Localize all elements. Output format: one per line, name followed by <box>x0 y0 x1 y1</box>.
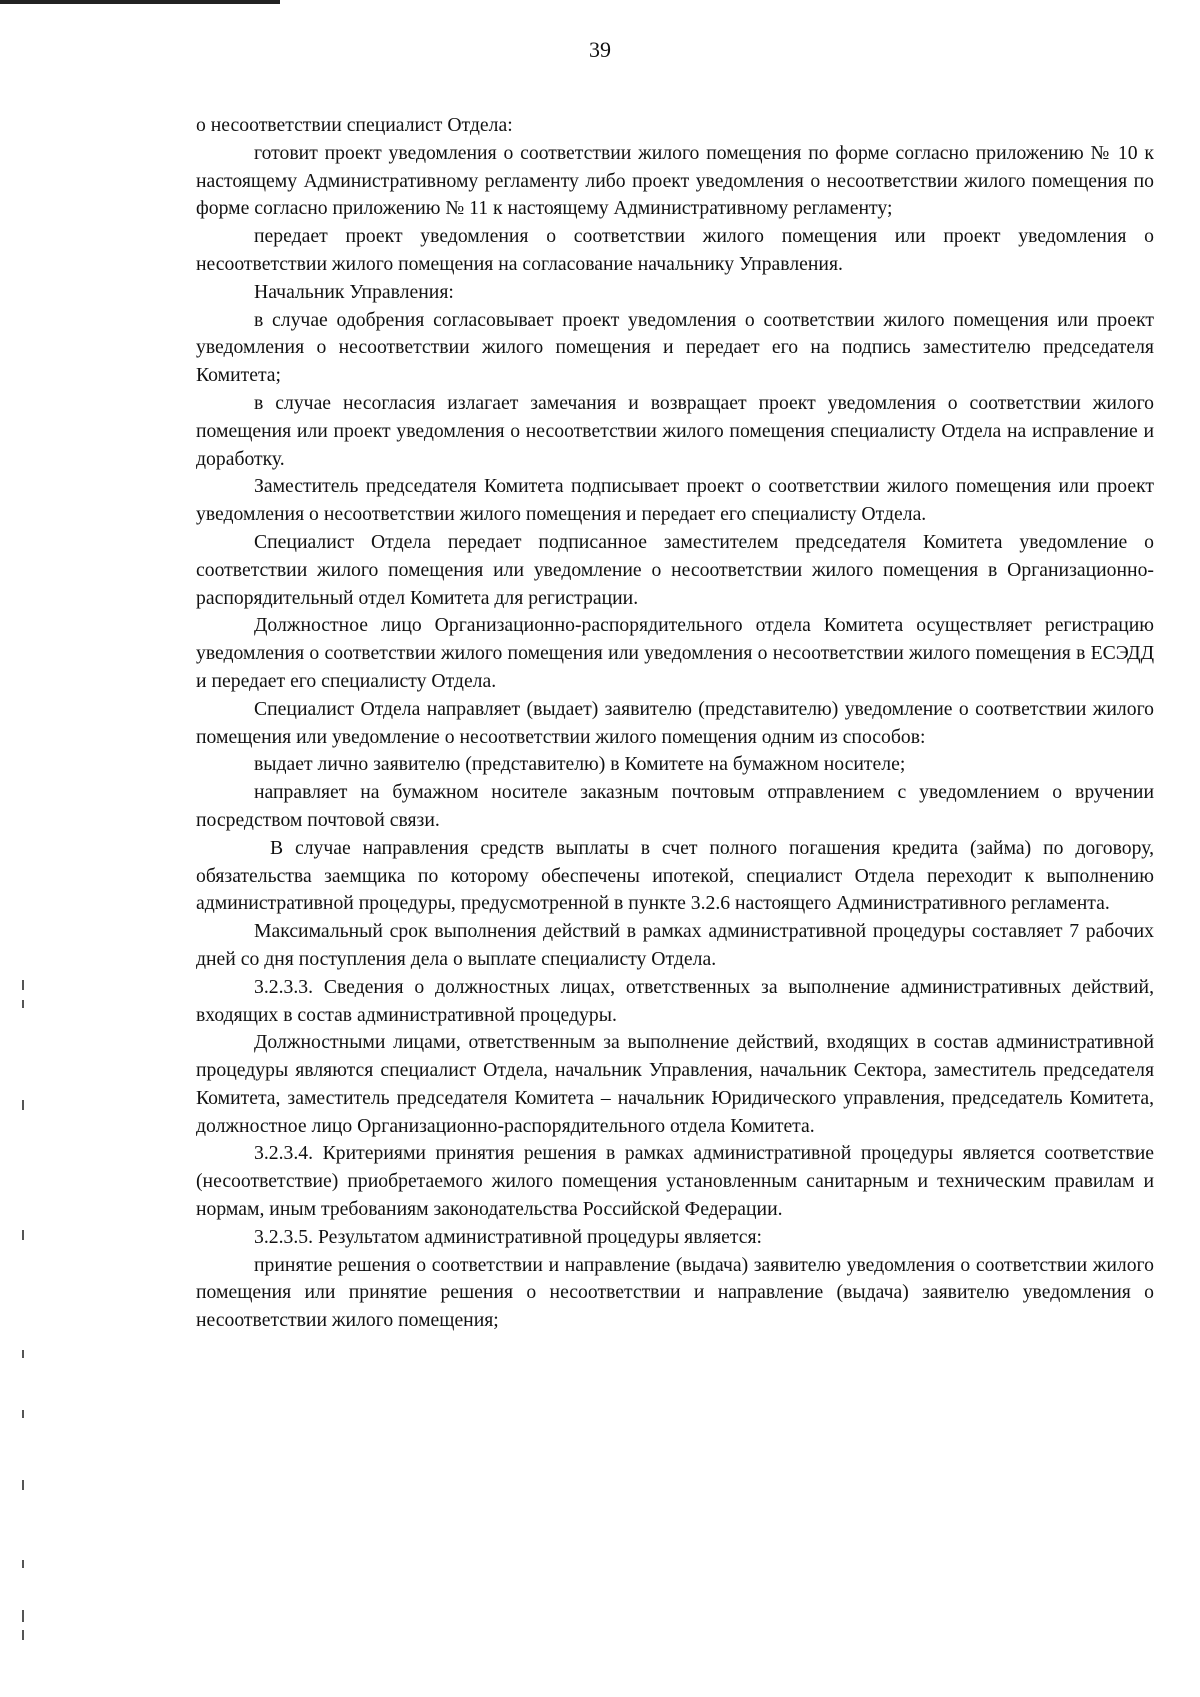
scan-mark <box>22 1230 24 1240</box>
paragraph-section-3-2-3-3: 3.2.3.3. Сведения о должностных лицах, ответственных за выполнение административных действий, входящих в состав административной процедуры. <box>196 975 1154 1026</box>
paragraph: Специалист Отдела направляет (выдает) заявителю (представителю) уведомление о соответствии жилого помещения или уведомление о несоответствии жилого помещения одним из способов: <box>196 697 1154 748</box>
scan-margin-marks <box>20 980 30 1680</box>
paragraph: в случае одобрения согласовывает проект уведомления о соответствии жилого помещения или проект уведомления о несоответствии жилого помещения и передает его на подпись заместителю председателя Комитета; <box>196 308 1154 387</box>
paragraph: готовит проект уведомления о соответствии жилого помещения по форме согласно приложению № 10 к настоящему Административному регламенту либо проект уведомления о несоответствии жилого помещения по форме согласно приложению № 11 к настоящему Административному регламенту; <box>196 141 1154 220</box>
paragraph: Должностное лицо Организационно-распорядительного отдела Комитета осуществляет регистрацию уведомления о соответствии жилого помещения или уведомления о несоответствии жилого помещения в ЕСЭДД и передает его специалисту Отдела. <box>196 614 1154 692</box>
paragraph: Должностными лицами, ответственным за выполнение действий, входящих в состав административной процедуры являются специалист Отдела, начальник Управления, начальник Сектора, заместитель председателя Комитета, заместитель председателя Комитета – начальник Юридического управления, председатель Комитета, должностное лицо Организационно-распорядительного отдела Комитета. <box>196 1031 1154 1137</box>
scan-mark <box>22 1610 24 1622</box>
scan-mark <box>22 1410 24 1418</box>
scan-mark <box>22 1480 24 1490</box>
paragraph: Начальник Управления: <box>254 280 454 303</box>
scan-mark <box>22 980 24 990</box>
page-number: 39 <box>589 37 611 62</box>
paragraph: в случае несогласия излагает замечания и возвращает проект уведомления о соответствии жилого помещения или проект уведомления о несоответствии жилого помещения специалисту Отдела на исправление и доработку. <box>196 391 1154 470</box>
scan-mark <box>22 1000 24 1008</box>
paragraph: принятие решения о соответствии и направление (выдача) заявителю уведомления о соответствии жилого помещения или принятие решения о несоответствии и направление (выдача) заявителю уведомления о несоответствии жилого помещения; <box>196 1253 1154 1332</box>
paragraph: Максимальный срок выполнения действий в рамках административной процедуры составляет 7 рабочих дней со дня поступления дела о выплате специалисту Отдела. <box>196 920 1154 970</box>
paragraph-section-3-2-3-5: 3.2.3.5. Результатом административной процедуры является: <box>254 1225 762 1248</box>
document-body <box>196 112 1154 1335</box>
paragraph: Специалист Отдела передает подписанное заместителем председателя Комитета уведомление о соответствии жилого помещения или уведомление о несоответствии жилого помещения в Организационно-распорядительный отдел Комитета для регистрации. <box>196 530 1154 609</box>
paragraph: выдает лично заявителю (представителю) в Комитете на бумажном носителе; <box>254 753 906 776</box>
scan-top-rule <box>0 0 280 4</box>
paragraph-section-3-2-3-4: 3.2.3.4. Критериями принятия решения в рамках административной процедуры является соответствие (несоответствие) приобретаемого жилого помещения установленным санитарным и техническим правилам и нормам, иным требованиям законодательства Российской Федерации. <box>196 1142 1154 1221</box>
scan-mark <box>22 1100 24 1110</box>
scan-mark <box>22 1630 24 1640</box>
paragraph-continuation: о несоответствии специалист Отдела: <box>196 114 513 136</box>
scan-mark <box>22 1350 24 1358</box>
paragraph: направляет на бумажном носителе заказным почтовым отправлением с уведомлением о вручении посредством почтовой связи. <box>196 781 1154 831</box>
paragraph: Заместитель председателя Комитета подписывает проект о соответствии жилого помещения или проект уведомления о несоответствии жилого помещения и передает его специалисту Отдела. <box>196 475 1154 526</box>
scan-mark <box>22 1560 24 1568</box>
paragraph: В случае направления средств выплаты в счет полного погашения кредита (займа) по договору, обязательства заемщика по которому обеспечены ипотекой, специалист Отдела переходит к выполнению административной процедуры, предусмотренной в пункте 3.2.6 настоящего Административного регламента. <box>196 836 1154 915</box>
paragraph: передает проект уведомления о соответствии жилого помещения или проект уведомления о несоответствии жилого помещения на согласование начальнику Управления. <box>196 225 1154 275</box>
